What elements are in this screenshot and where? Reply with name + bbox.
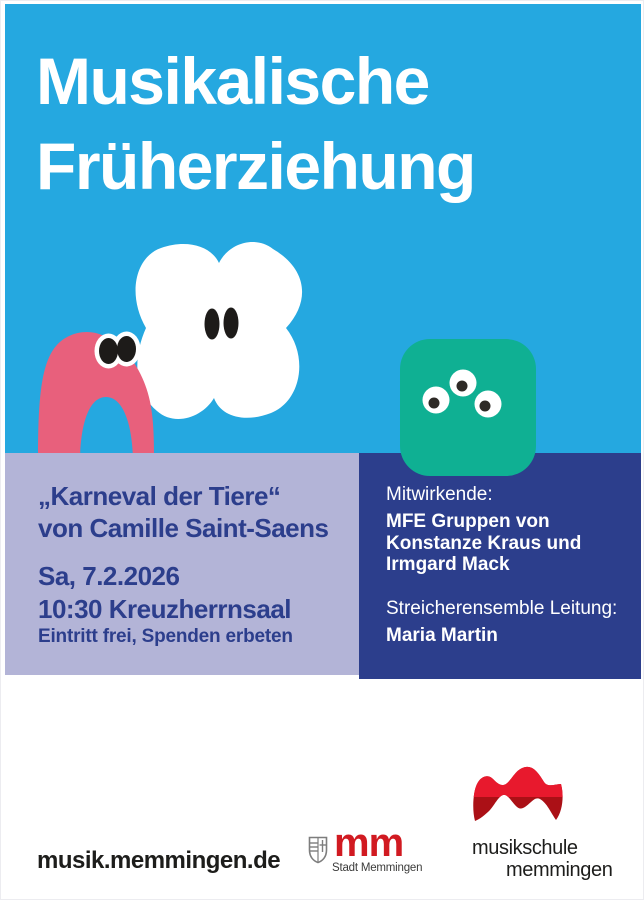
mfe-groups-line2: Konstanze Kraus und — [386, 532, 582, 554]
piece-title: „Karneval der Tiere“ — [38, 481, 281, 511]
ensemble-heading: Streicherensemble Leitung: — [386, 598, 618, 619]
white-star-creature-icon — [131, 239, 303, 426]
composer: von Camille Saint-Saens — [38, 513, 329, 543]
participants-heading: Mitwirkende: — [386, 484, 493, 505]
school-logo-line1: musikschule — [472, 837, 578, 859]
mfe-groups-line1: MFE Gruppen von — [386, 511, 550, 532]
mfe-groups — [386, 511, 581, 576]
school-logo-line2: memmingen — [506, 859, 613, 881]
event-piece-and-composer — [38, 480, 328, 544]
poster-title-line1: Musikalische — [36, 44, 429, 118]
website-url: musik.memmingen.de — [37, 847, 281, 874]
pink-arch-creature-icon — [36, 329, 156, 453]
event-time-venue: 10:30 Kreuzherrnsaal — [38, 594, 292, 624]
event-details-panel — [5, 453, 359, 675]
participants-panel — [359, 453, 641, 679]
ensemble-leader: Maria Martin — [386, 625, 498, 646]
event-date-time — [38, 560, 291, 626]
mfe-groups-line3: Irmgard Mack — [386, 554, 510, 575]
hero-section — [5, 4, 641, 453]
event-date: Sa, 7.2.2026 — [38, 561, 180, 591]
green-square-creature-icon — [400, 339, 536, 476]
musikschule-wave-icon — [472, 764, 572, 826]
stadt-memmingen-crest-icon — [308, 836, 328, 864]
city-logo-initials: mm — [334, 821, 404, 865]
admission-note: Eintritt frei, Spenden erbeten — [38, 626, 293, 647]
city-logo-label: Stadt Memmingen — [332, 862, 423, 874]
poster-title-line2: Früherziehung — [36, 129, 475, 203]
